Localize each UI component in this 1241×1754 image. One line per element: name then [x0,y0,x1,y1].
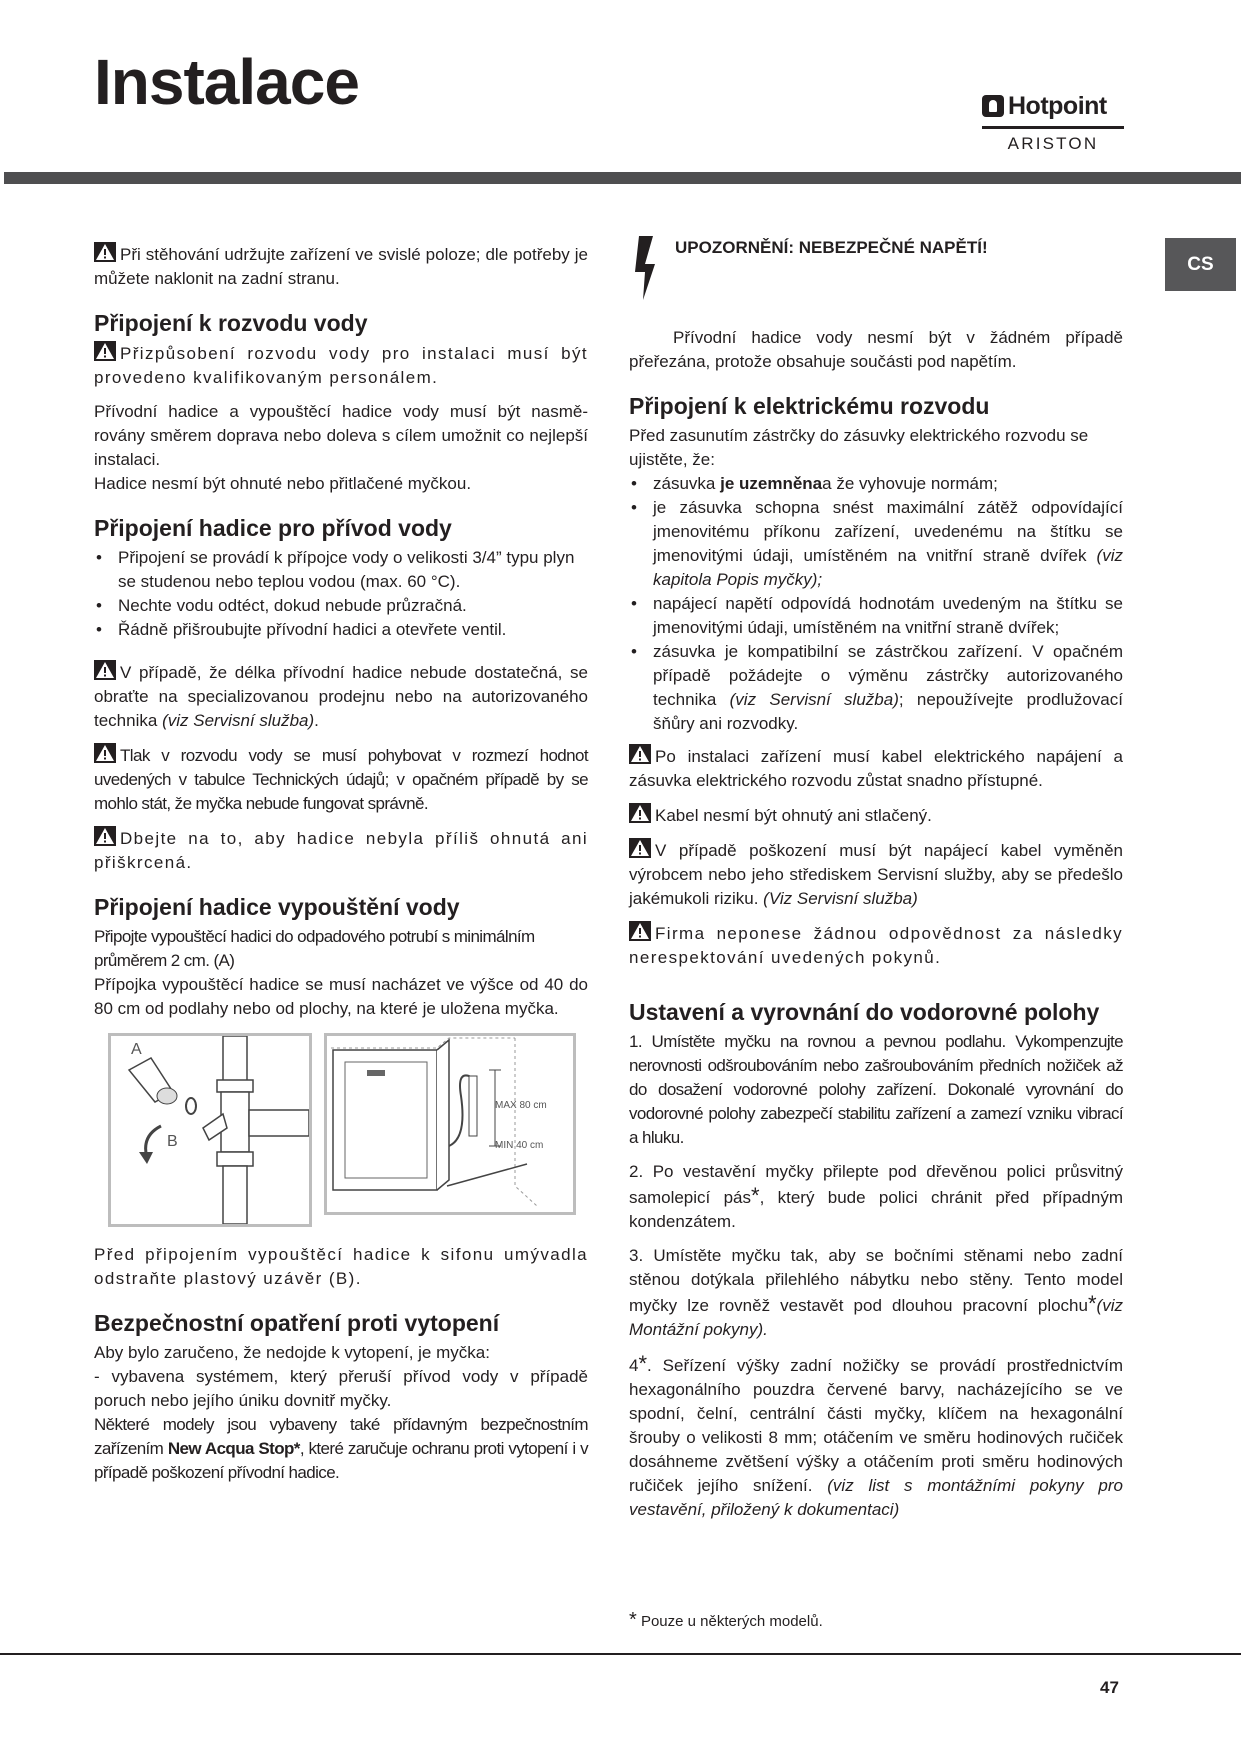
heading-flood-protection: Bezpečnostní opatření proti vytopení [94,1310,500,1336]
left-column [94,242,588,1495]
reference-link: (viz list s montážními pokyny pro vestavění, přiložený k dokumentaci) [629,1476,1123,1519]
logo-subtitle: ARISTON [1007,134,1099,153]
electric-list [629,472,1123,736]
product-name: New Acqua Stop* [167,1439,300,1458]
warning-icon [94,242,116,262]
paragraph: Kabel nesmí být ohnutý ani stlačený. [629,803,1123,828]
footnote: * Pouze u některých modelů. [629,1609,823,1631]
paragraph: 1. Umístěte myčku na rovnou a pevnou podlahu. Vykompenzujte nerovnosti odšroubováním nebo zašroubováním předních nožiček až do dosažení vodorovné polohy zařízení. Dokonalé vyrovnání do vodorovné polohy zabezpečí stabilitu zařízení a zamezí vzniku vibrací a hluku. [629,1032,1123,1147]
paragraph: Přípojka vypouštěcí hadice se musí nacházet ve výšce od 40 do 80 cm od podlahy nebo od plochy, na které je uložena myčka. [94,975,588,1018]
paragraph: 3. Umístěte myčku tak, aby se bočními stěnami nebo zadní stěnou dotýkala přilehlého nábytku nebo stěny. Tento model myčky lze rovněž vestavět pod dlouhou pracovní plochu*(viz Montážní pokyny). [629,1246,1123,1339]
paragraph: Hadice nesmí být ohnuté nebo přitlačené myčkou. [94,474,472,493]
warning-icon [629,921,651,941]
paragraph: - vybavena systémem, který přeruší přívod vody v případě poruch nebo jejího úniku dovnitř myčky. [94,1367,588,1410]
paragraph: Při stěhování udržujte zařízení ve svislé poloze; dle potřeby je můžete naklonit na zadní stranu. [94,242,588,291]
right-column [629,234,1123,1532]
list-item: • napájecí napětí odpovídá hodnotám uvedeným na štítku se jmenovitými údaji, umístěném na vnitřní straně dvířek; [629,592,1123,640]
warning-icon [629,744,651,764]
paragraph: Před zasunutím zástrčky do zásuvky elektrického rozvodu se ujistěte, že: [629,426,1089,469]
reference-link: (viz Servisní služba) [729,690,899,709]
heading-electric-connection: Připojení k elektrickému rozvodu [629,393,990,419]
page-title: Instalace [94,46,359,118]
heading-drain-hose: Připojení hadice vypouštění vody [94,894,460,920]
paragraph: Připojte vypouštěcí hadici do odpadového potrubí s minimálním průměrem 2 cm. (A) [94,927,535,970]
language-tab: CS [1165,238,1236,291]
voltage-warning-title: UPOZORNĚNÍ: NEBEZPEČNÉ NAPĚTÍ! [675,238,988,257]
paragraph: Po instalaci zařízení musí kabel elektrického napájení a zásuvka elektrického rozvodu zůstat snadno přístupné. [629,744,1123,793]
brand-logo [982,92,1124,154]
fig-label-b: B [167,1133,178,1150]
footer-rule [0,1653,1241,1655]
paragraph: Před připojením vypouštěcí hadice k sifonu umývadla odstraňte plastový uzávěr (B). [94,1245,588,1288]
fig-label-max: MAX 80 cm [495,1100,547,1111]
lightning-icon [633,234,663,304]
siphon-illustration [108,1033,312,1227]
drain-figures [108,1033,588,1227]
reference-link: (viz Montážní pokyny). [629,1296,1123,1339]
paragraph: V případě poškození musí být napájecí kabel vyměněn výrobcem nebo jeho střediskem Servisní služby, aby se předešlo jakémukoli riziku. (Viz Servisní služba) [629,838,1123,911]
reference-link: (Viz Servisní služba) [763,889,918,908]
paragraph: Některé modely jsou vybaveny také přídavným bezpečnostním zařízením New Acqua Stop*, které zaručuje ochranu proti vytopení i v případě poškození přívodní hadice. [94,1415,589,1482]
warning-icon [94,660,116,680]
fig-label-a: A [131,1041,142,1058]
paragraph: Přívodní hadice a vypouštěcí hadice vody musí být nasmě-rovány směrem doprava nebo doleva s cílem umožnit co nejlepší instalaci. [94,402,588,469]
paragraph: Přívodní hadice vody nesmí být v žádném případě přeřezána, protože obsahuje součásti pod napětím. [629,328,1123,371]
paragraph: Aby bylo zaručeno, že nedojde k vytopení, je myčka: [94,1343,490,1362]
dishwasher-height-illustration [324,1033,576,1215]
list-item: • Připojení se provádí k přípojce vody o velikosti 3/4” typu plyn se studenou nebo teplou vodou (max. 60 °C). [94,546,588,594]
paragraph: Tlak v rozvodu vody se musí pohybovat v rozmezí hodnot uvedených v tabulce Technických údajů; v opačném případě by se mohlo stát, že myčka nebude fungovat správně. [94,743,588,816]
list-item: • zásuvka je uzemněnaa že vyhovuje normám; [629,472,1123,496]
list-item: • Nechte vodu odtéct, dokud nebude průzračná. [94,594,588,618]
warning-icon [94,743,116,763]
header-rule [4,172,1241,184]
list-item: • je zásuvka schopna snést maximální zátěž odpovídající jmenovitému příkonu zařízení, uvedenému na štítku se jmenovitými údaji, umístěném na vnitřní straně dvířek (viz kapitola Popis myčky); [629,496,1123,592]
paragraph: 2. Po vestavění myčky přilepte pod dřevěnou polici průsvitný samolepicí pás*, který bude polici chránit před případným kondenzátem. [629,1162,1124,1231]
warning-icon [94,826,116,846]
logo-name: Hotpoint [1008,91,1107,120]
warning-icon [629,803,651,823]
list-item: • zásuvka je kompatibilní se zástrčkou zařízení. V opačném případě požádejte o výměnu zástrčky autorizovaného technika (viz Servisní služba); nepoužívejte prodlužovací šňůry ani rozvodky. [629,640,1123,736]
heading-leveling: Ustavení a vyrovnání do vodorovné polohy [629,999,1100,1025]
warning-icon [629,838,651,858]
hotpoint-logo-icon [982,95,1004,117]
inlet-hose-list [94,546,588,642]
paragraph: Přizpůsobení rozvodu vody pro instalaci musí být provedeno kvalifikovaným personálem. [94,341,588,390]
reference-link: (viz kapitola Popis myčky); [653,546,1123,589]
warning-icon [94,341,116,361]
paragraph: Dbejte na to, aby hadice nebyla příliš ohnutá ani přiškrcená. [94,826,588,875]
paragraph: V případě, že délka přívodní hadice nebude dostatečná, se obraťte na specializovanou prodejnu nebo na autorizovaného technika (viz Servisní služba). [94,660,588,733]
page-number: 47 [1100,1678,1119,1697]
heading-inlet-hose: Připojení hadice pro přívod vody [94,515,452,541]
logo-divider [982,126,1124,129]
reference-link: (viz Servisní služba) [162,711,315,730]
fig-label-min: MIN 40 cm [495,1140,544,1151]
paragraph: Firma neponese žádnou odpovědnost za následky nerespektování uvedených pokynů. [629,921,1123,970]
heading-water-connection: Připojení k rozvodu vody [94,310,368,336]
voltage-warning [629,234,1123,304]
paragraph: 4*. Seřízení výšky zadní nožičky se provádí prostřednictvím hexagonálního pouzdra červené barvy, nacházejícího se ve spodní, čelní, centrální části myčky, klíčem na hexagonální šrouby o velikosti 8 mm; otáčením ve směru hodinových ručiček dosáhneme zvětšení výšky a otáčením proti směru hodinových ručiček jejího snížení. (viz list s montážními pokyny pro vestavění, přiložený k dokumentaci) [629,1351,1123,1519]
list-item: • Řádně přišroubujte přívodní hadici a otevřete ventil. [94,618,588,642]
